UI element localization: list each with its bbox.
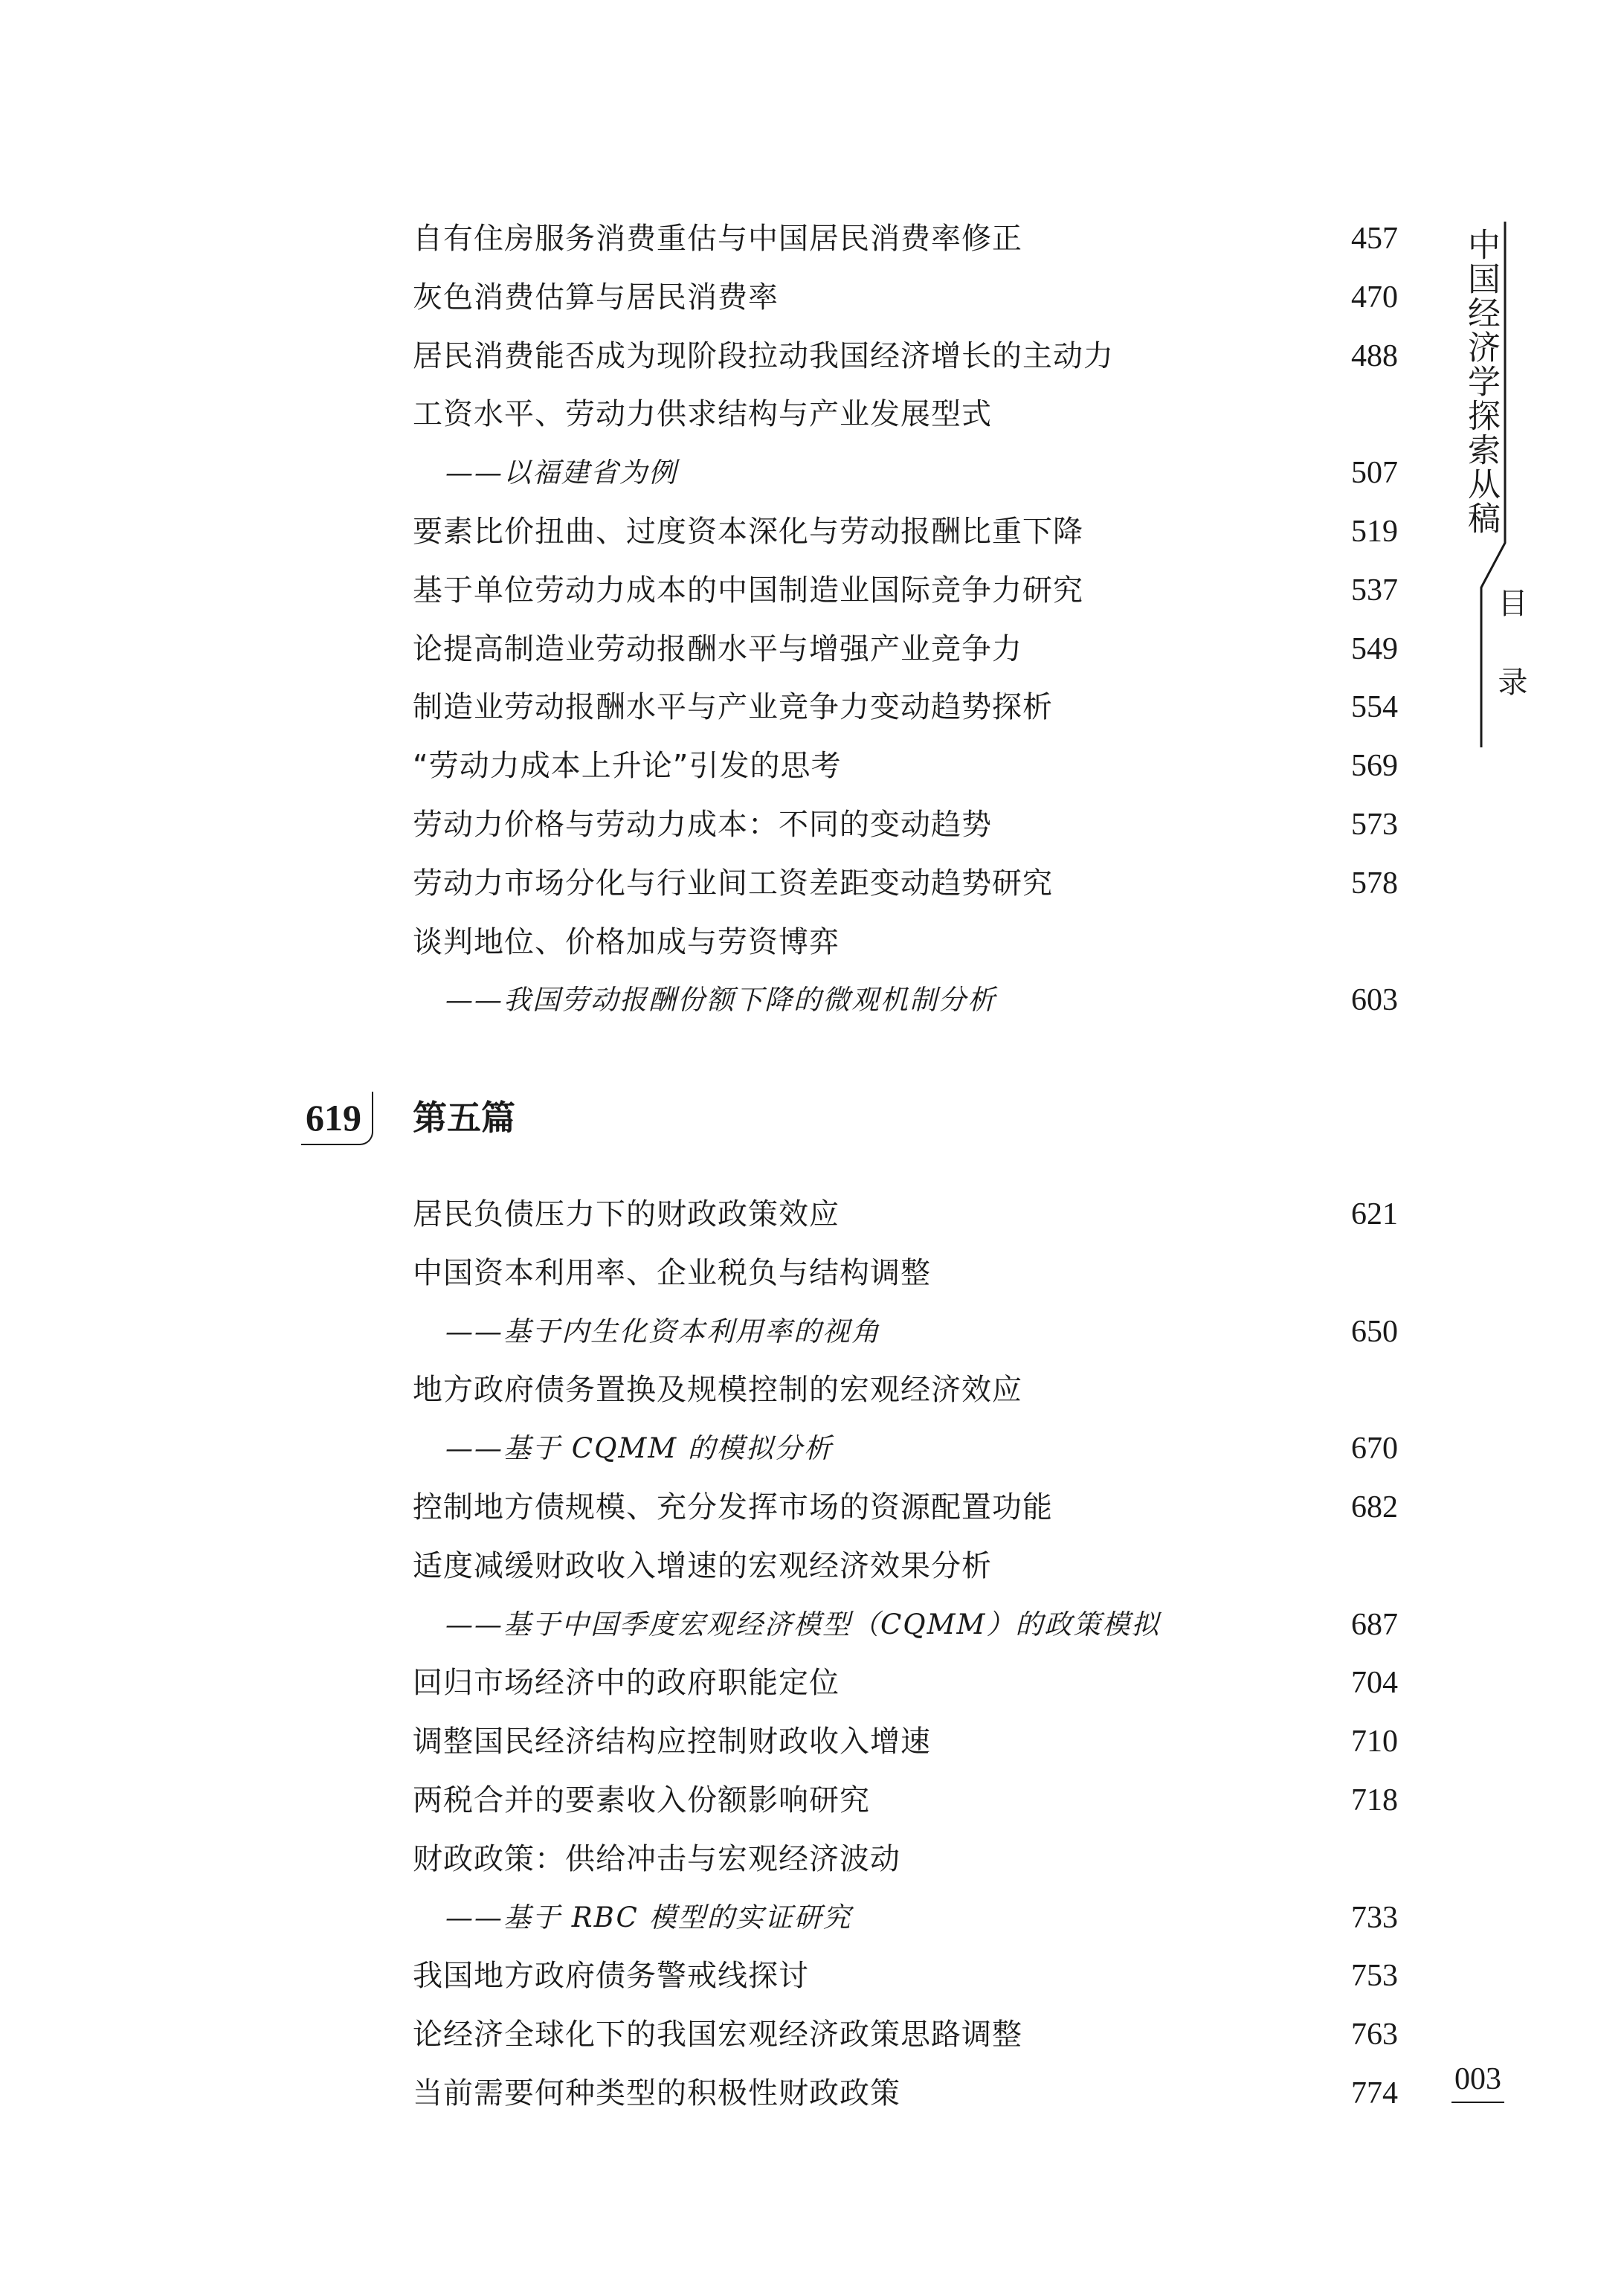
toc-entry xyxy=(413,1657,1398,1709)
page-number: 003 xyxy=(1451,2057,1504,2103)
entry-title: 要素比价扭曲、过度资本深化与劳动报酬比重下降 xyxy=(413,515,1083,549)
entry-page-number: 733 xyxy=(1351,1900,1398,1935)
entry-page-number: 457 xyxy=(1351,222,1398,256)
entry-subtitle: ——基于内生化资本利用率的视角 xyxy=(445,1315,880,1347)
entry-subtitle: ——基于 CQMM 的模拟分析 xyxy=(445,1432,833,1465)
entry-title: 工资水平、劳动力供求结构与产业发展型式 xyxy=(413,397,992,432)
toc-entry xyxy=(413,740,1398,792)
entry-title: 基于单位劳动力成本的中国制造业国际竞争力研究 xyxy=(413,573,1083,608)
entry-page-number: 488 xyxy=(1351,338,1398,373)
toc-entry xyxy=(413,506,1398,558)
toc-entry xyxy=(413,271,1398,323)
entry-page-number: 470 xyxy=(1351,280,1398,315)
entry-title: 谈判地位、价格加成与劳资博弈 xyxy=(413,924,840,959)
entry-page-number: 549 xyxy=(1351,631,1398,666)
entry-title: 论经济全球化下的我国宏观经济政策思路调整 xyxy=(413,2018,1022,2052)
entry-subtitle: ——以福建省为例 xyxy=(445,457,677,489)
entry-page-number: 774 xyxy=(1351,2076,1398,2110)
toc-entry xyxy=(413,1481,1398,1533)
toc-entry xyxy=(413,1364,1398,1416)
entry-title: 我国地方政府债务警戒线探讨 xyxy=(413,1959,809,1994)
entry-title: 居民负债压力下的财政政策效应 xyxy=(413,1197,840,1231)
toc-subtitle-row xyxy=(413,447,1398,499)
toc-subtitle-row xyxy=(413,1892,1398,1944)
entry-page-number: 621 xyxy=(1351,1197,1398,1231)
entry-page-number: 650 xyxy=(1351,1314,1398,1349)
entry-title: 中国资本利用率、企业税负与结构调整 xyxy=(413,1255,931,1290)
entry-subtitle: ——基于中国季度宏观经济模型（CQMM）的政策模拟 xyxy=(445,1608,1161,1640)
entry-page-number: 603 xyxy=(1351,983,1398,1018)
entry-page-number: 710 xyxy=(1351,1725,1398,1759)
entry-title: “劳动力成本上升论”引发的思考 xyxy=(413,749,842,784)
toc-entry xyxy=(413,2009,1398,2061)
entry-title: 制造业劳动报酬水平与产业竞争力变动趋势探析 xyxy=(413,690,1053,725)
toc-entry xyxy=(413,1188,1398,1240)
entry-page-number: 682 xyxy=(1351,1490,1398,1524)
toc-entry xyxy=(413,564,1398,616)
toc-subtitle-row xyxy=(413,1423,1398,1475)
entry-page-number: 519 xyxy=(1351,515,1398,549)
entry-title: 劳动力价格与劳动力成本：不同的变动趋势 xyxy=(413,808,992,842)
entry-title: 劳动力市场分化与行业间工资差距变动趋势研究 xyxy=(413,866,1053,901)
toc-entry xyxy=(413,213,1398,265)
toc-entry xyxy=(413,1716,1398,1768)
entry-subtitle: ——我国劳动报酬份额下降的微观机制分析 xyxy=(445,984,996,1017)
entry-title: 调整国民经济结构应控制财政收入增速 xyxy=(413,1725,931,1759)
entry-page-number: 763 xyxy=(1351,2018,1398,2052)
toc-entry xyxy=(413,1833,1398,1885)
toc-entry xyxy=(413,1247,1398,1299)
entry-page-number: 578 xyxy=(1351,866,1398,901)
toc-entry xyxy=(413,2067,1398,2119)
entry-page-number: 704 xyxy=(1351,1666,1398,1701)
toc-entry xyxy=(413,1950,1398,2002)
toc-entry xyxy=(413,916,1398,968)
toc-subtitle-row xyxy=(413,974,1398,1026)
section-start-page: 619 xyxy=(301,1092,373,1145)
toc-entry xyxy=(413,799,1398,851)
entry-title: 灰色消费估算与居民消费率 xyxy=(413,280,779,315)
entry-title: 论提高制造业劳动报酬水平与增强产业竞争力 xyxy=(413,631,1022,666)
entry-title: 居民消费能否成为现阶段拉动我国经济增长的主动力 xyxy=(413,338,1114,373)
entry-title: 地方政府债务置换及规模控制的宏观经济效应 xyxy=(413,1373,1022,1408)
toc-subtitle-row xyxy=(413,1306,1398,1358)
entry-title: 控制地方债规模、充分发挥市场的资源配置功能 xyxy=(413,1490,1053,1524)
section-title: 第五篇 xyxy=(413,1098,515,1138)
running-header xyxy=(1443,216,1539,773)
entry-page-number: 554 xyxy=(1351,690,1398,725)
entry-page-number: 753 xyxy=(1351,1959,1398,1994)
toc-entry xyxy=(413,330,1398,382)
entry-page-number: 573 xyxy=(1351,808,1398,842)
entry-title: 当前需要何种类型的积极性财政政策 xyxy=(413,2076,900,2110)
entry-page-number: 537 xyxy=(1351,573,1398,608)
toc-entry xyxy=(413,1774,1398,1826)
toc-entry xyxy=(413,1540,1398,1592)
section-heading xyxy=(301,1092,822,1159)
book-title: 中国经济学探索从稿 xyxy=(1462,228,1500,535)
entry-page-number: 569 xyxy=(1351,749,1398,784)
entry-title: 两税合并的要素收入份额影响研究 xyxy=(413,1783,870,1817)
entry-page-number: 670 xyxy=(1351,1432,1398,1466)
toc-label: 目录 xyxy=(1493,587,1527,745)
toc-subtitle-row xyxy=(413,1599,1398,1651)
entry-page-number: 718 xyxy=(1351,1783,1398,1817)
entry-subtitle: ——基于 RBC 模型的实证研究 xyxy=(445,1901,852,1933)
entry-title: 适度减缓财政收入增速的宏观经济效果分析 xyxy=(413,1548,992,1583)
toc-entry xyxy=(413,681,1398,733)
entry-page-number: 507 xyxy=(1351,456,1398,491)
entry-title: 自有住房服务消费重估与中国居民消费率修正 xyxy=(413,222,1022,256)
toc-entry xyxy=(413,388,1398,440)
toc-entry xyxy=(413,857,1398,909)
toc-entry xyxy=(413,623,1398,675)
entry-page-number: 687 xyxy=(1351,1607,1398,1642)
entry-title: 财政政策：供给冲击与宏观经济波动 xyxy=(413,1841,900,1876)
entry-title: 回归市场经济中的政府职能定位 xyxy=(413,1666,840,1701)
